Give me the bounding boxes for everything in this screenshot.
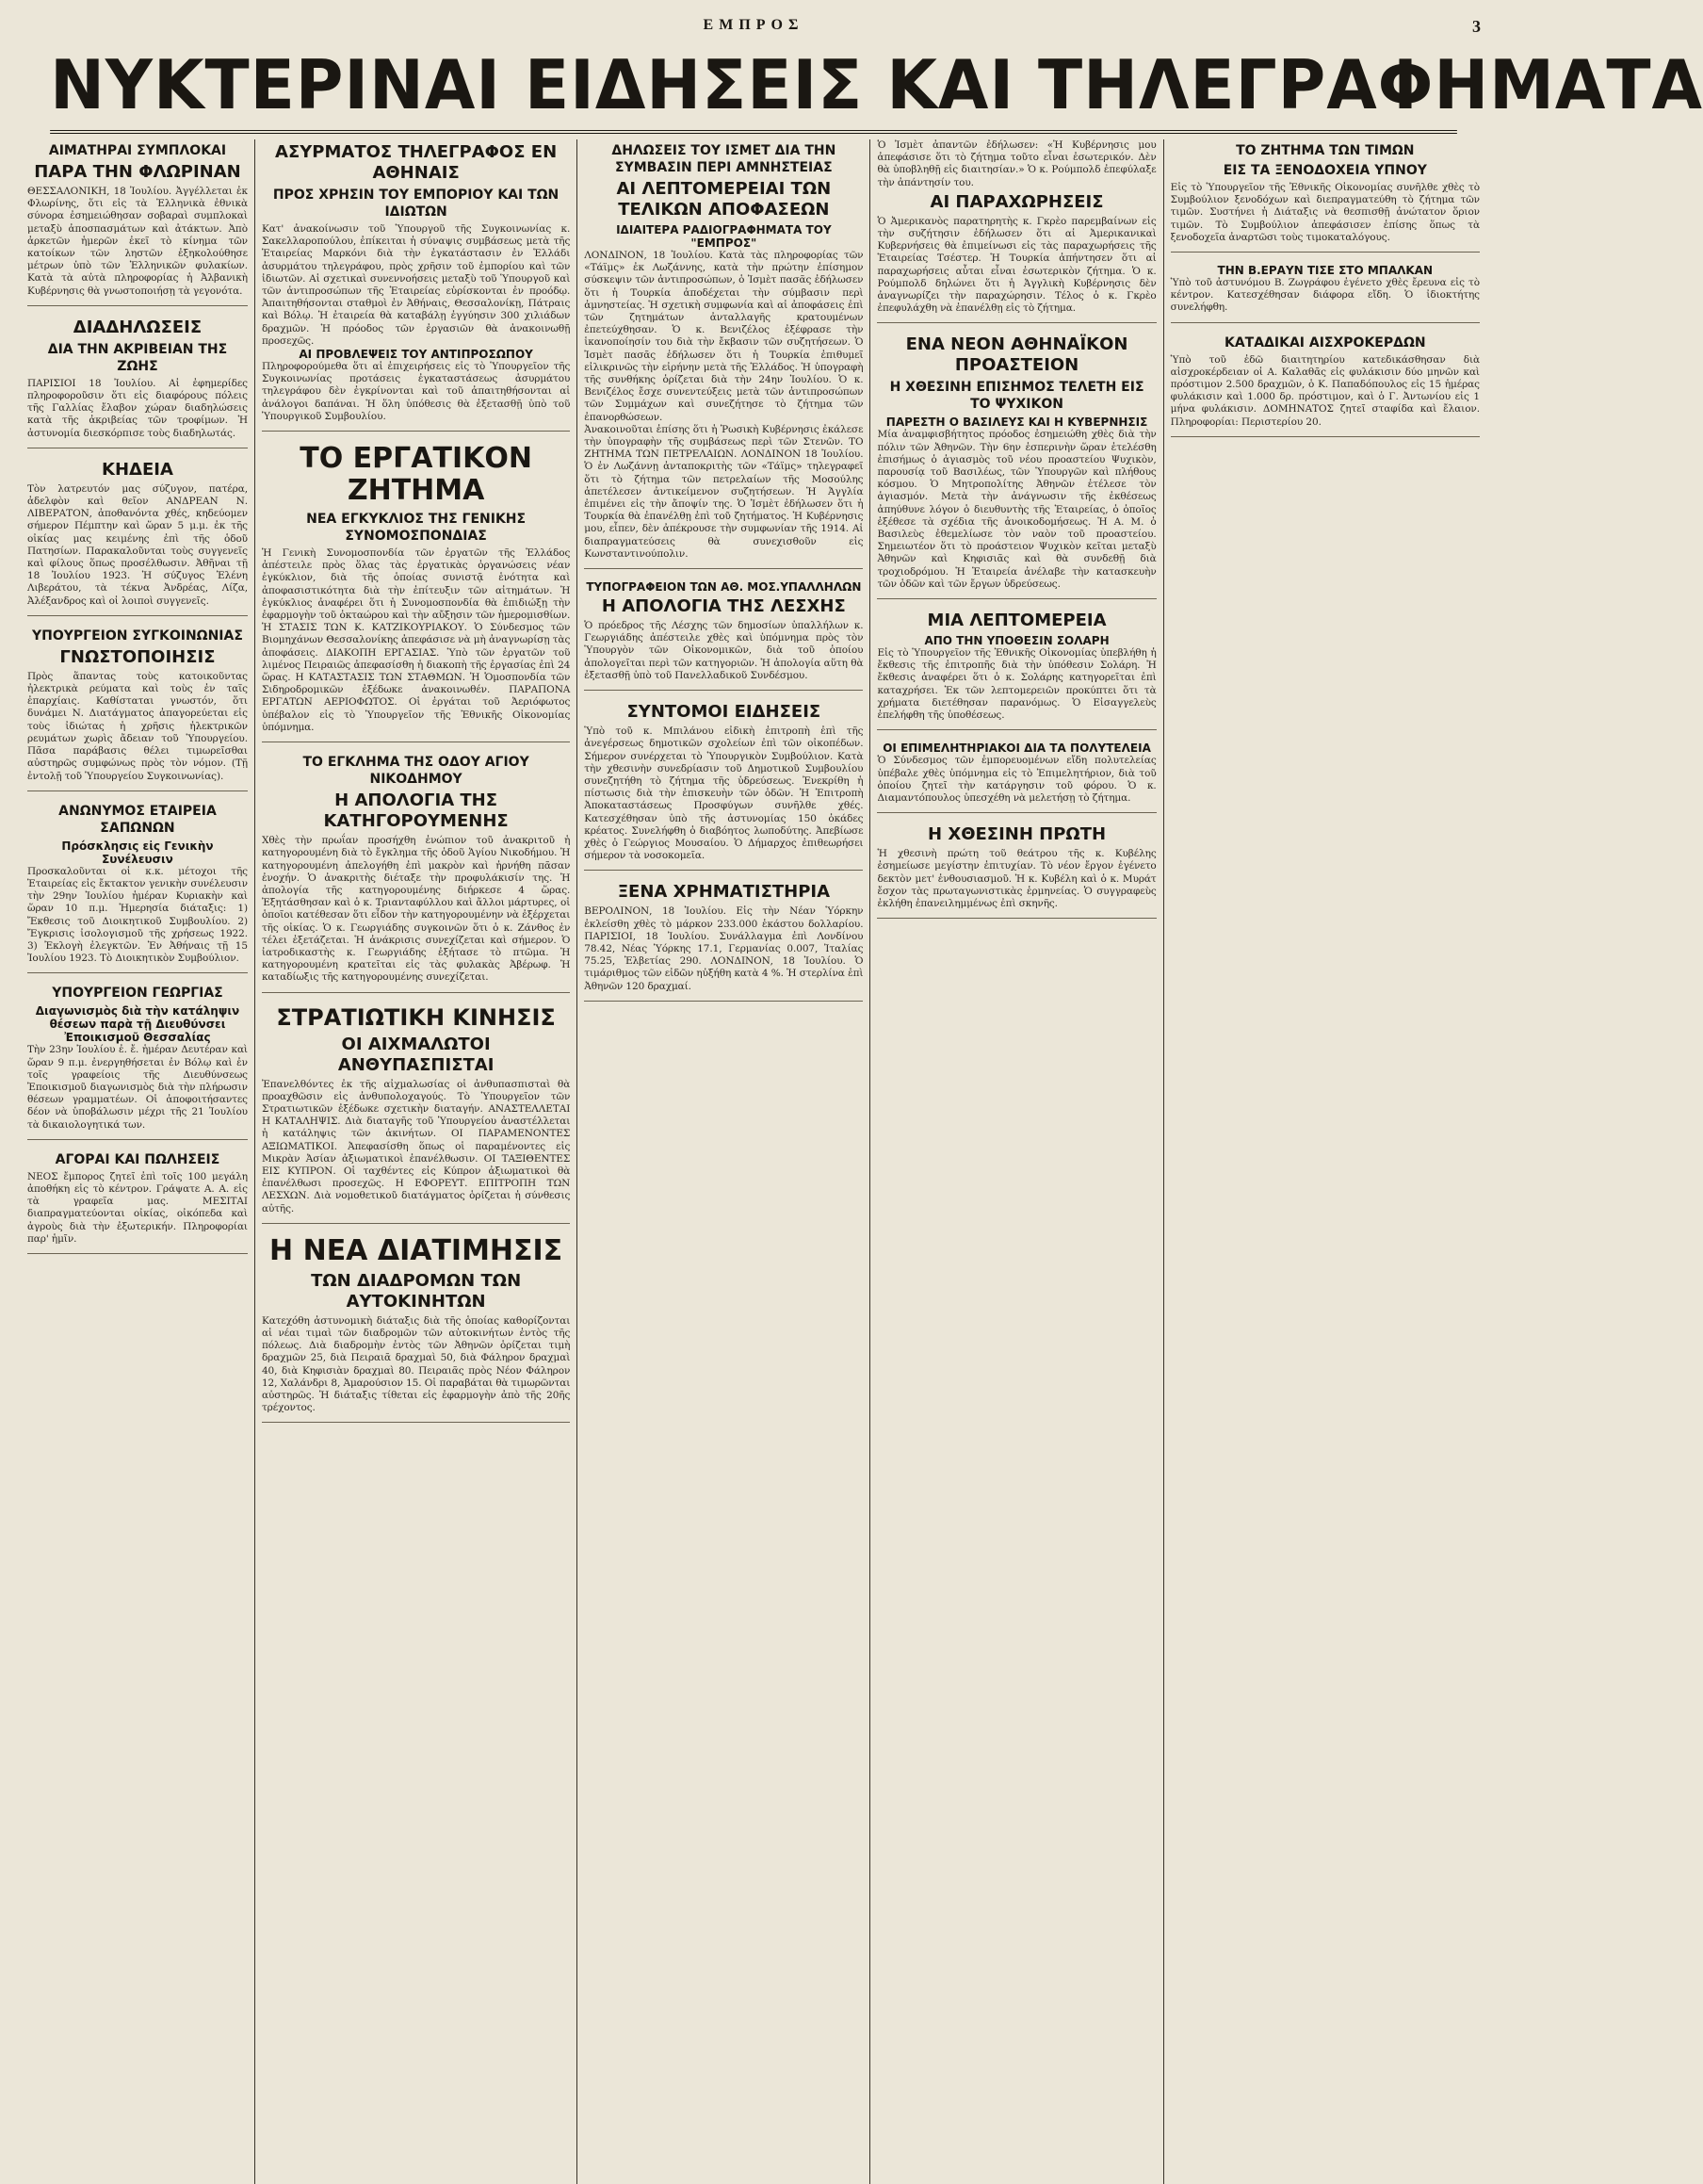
article-brief-news [584,702,863,871]
article-body: Ὁ Σύνδεσμος τῶν ἐμπορευομένων εἴδη πολυτελείας ὑπέβαλε χθὲς ὑπόμνημα εἰς τὸ Ἐπιμελητήριον, διὰ τοῦ ὁποίου ζητεῖ τὴν κατάργησιν τοῦ φόρου. Ὁ κ. Διαμαντόπουλος ὑπεσχέθη νὰ μελετήσῃ τὸ ζήτημα. [877,755,1157,804]
article-subtitle: ΓΝΩΣΤΟΠΟΙΗΣΙΣ [59,646,216,667]
article-subtitle: ΝΕΑ ΕΓΚΥΚΛΙΟΣ ΤΗΣ ΓΕΝΙΚΗΣ ΣΥΝΟΜΟΣΠΟΝΔΙΑΣ [306,512,527,545]
article-funeral [27,460,248,616]
article-title: ΣΤΡΑΤΙΩΤΙΚΗ ΚΙΝΗΣΙΣ [276,1003,556,1031]
article-concessions [877,139,1156,323]
article-foreign-exchanges [584,882,863,1001]
article-body: Ἐπανελθόντες ἐκ τῆς αἰχμαλωσίας οἱ ἀνθυπασπισταὶ θὰ προαχθῶσιν εἰς ἀνθυπολοχαγούς. Τὸ Ὑπουργεῖον τῶν Στρατιωτικῶν ἐξέδωκε σχετικὴν διαταγήν. ΑΝΑΣΤΕΛΛΕΤΑΙ Η ΚΑΤΑΛΗΨΙΣ. Διὰ διαταγῆς τοῦ Ὑπουργείου ἀναστέλλεται ἡ κατάληψις τῶν ἀκινήτων. ΟΙ ΠΑΡΑΜΕΝΟΝΤΕΣ ΑΞΙΩΜΑΤΙΚΟΙ. Ἀπεφασίσθη ὅπως οἱ παραμένοντες εἰς Μικρὰν Ἀσίαν ἀξιωματικοὶ ἐπανέλθωσιν. ΟΙ ΤΑΞΙΘΕΝΤΕΣ ΕΙΣ ΚΥΠΡΟΝ. Οἱ ταχθέντες εἰς Κύπρον ἀξιωματικοὶ θὰ ἐπανέλθωσι προσεχῶς. Η ΕΦΟΡΕΥΤ. ΕΠΙΤΡΟΠΗ ΤΩΝ ΛΕΣΧΩΝ. Διὰ νομοθετικοῦ διατάγματος ὁρίζεται ἡ σύνθεσις αὐτῆς. [261,1078,571,1214]
article-subtitle: Η ΑΠΟΛΟΓΙΑ ΤΗΣ ΚΑΤΗΓΟΡΟΥΜΕΝΗΣ [323,790,509,832]
article-title: ΑΝΩΝΥΜΟΣ ΕΤΑΙΡΕΙΑ ΣΑΠΩΝΩΝ [58,803,217,836]
article-title: ΔΙΑΔΗΛΩΣΕΙΣ [73,317,203,337]
article-hotel-prices [1171,142,1480,253]
article-body: ΝΕΟΣ ἔμπορος ζητεῖ ἐπὶ τοῖς 100 μεγάλη ἀποθήκη εἰς τὸ κέντρον. Γράψατε Α. Α. εἰς τὰ γραφεῖα μας. ΜΕΣΙΤΑΙ διαπραγματεύονται οἰκίας, οἰκόπεδα καὶ ἀγροὺς διὰ τὴν ἐξωτερικήν. Πληροφορίαι παρ' ἡμῖν. [27,1170,248,1245]
article-crime [262,754,570,992]
article-florina [27,142,248,306]
article-car-fares [262,1235,570,1424]
article-body: Προσκαλοῦνται οἱ κ.κ. μέτοχοι τῆς Ἑταιρείας εἰς ἔκτακτον γενικὴν συνέλευσιν τὴν 29ην Ἰουλίου ἡμέραν Κυριακὴν καὶ ὥραν 10 π.μ. Ἡμερησία διάταξις: 1) Ἔκθεσις τοῦ Διοικητικοῦ Συμβουλίου. 2) Ἔγκρισις ἰσολογισμοῦ τῆς χρήσεως 1922. 3) Ἐκλογὴ ἐλεγκτῶν. Ἐν Ἀθήναις τῇ 15 Ἰουλίου 1923. Τὸ Διοικητικὸν Συμβούλιον. [27,865,248,965]
article-body: Κατεχόθη ἀστυνομικὴ διάταξις διὰ τῆς ὁποίας καθορίζονται αἱ νέαι τιμαὶ τῶν διαδρομῶν τῶν αὐτοκινήτων ἐντὸς τῆς πόλεως. Διὰ διαδρομὴν ἐντὸς τῶν Ἀθηνῶν ὁρίζεται τιμὴ δραχμῶν 25, διὰ Πειραιᾶ δραχμαὶ 50, διὰ Φάληρον δραχμαὶ 40, διὰ Κηφισιὰν δραχμαὶ 80. Πειραιᾶς πρὸς Νέον Φάληρον 12, Χαλάνδρι 8, Ἀμαρούσιον 15. Οἱ παραβάται θὰ τιμωρῶνται αὐστηρῶς. Ἡ διάταξις τίθεται εἰς ἐφαρμογὴν ἀπὸ τῆς 20ῆς τρέχοντος. [261,1314,571,1414]
columns-grid [21,139,1486,2184]
article-subtitle: ΔΙΑ ΤΗΝ ΑΚΡΙΒΕΙΑΝ ΤΗΣ ΖΩΗΣ [47,341,228,374]
column-1 [21,139,255,2184]
article-title: ΥΠΟΥΡΓΕΙΟΝ ΣΥΓΚΟΙΝΩΝΙΑΣ [32,627,243,644]
article-ministry-agriculture [27,985,248,1139]
article-title: ΑΓΟΡΑΙ ΚΑΙ ΠΩΛΗΣΕΙΣ [55,1151,220,1167]
article-title: ΚΑΤΑΔΙΚΑΙ ΑΙΣΧΡΟΚΕΡΔΩΝ [1225,334,1426,350]
article-body: Εἰς τὸ Ὑπουργεῖον τῆς Ἐθνικῆς Οἰκονομίας συνῆλθε χθὲς τὸ Συμβούλιον ξενοδόχων καὶ διεπραγματεύθη τὸ ζήτημα τῶν τιμῶν. Συστήνει ἡ Διάταξις νὰ θεσπισθῇ ἀνώτατον ὅριον τιμῶν. Τὸ Συμβούλιον ἀπεφάσισεν ἐπίσης ὅπως τὰ ξενοδοχεῖα ἀναρτῶσι τοὺς τιμοκαταλόγους. [1170,182,1480,243]
article-section-heading: ΑΙ ΠΑΡΑΧΩΡΗΣΕΙΣ [930,191,1104,212]
article-subtitle: ΑΠΟ ΤΗΝ ΥΠΟΘΕΣΙΝ ΣΟΛΑΡΗ [924,634,1110,648]
article-body: Ὑπὸ τοῦ ἐδῶ διαιτητηρίου κατεδικάσθησαν διὰ αἰσχροκέρδειαν οἱ Α. Καλαθᾶς εἰς φυλάκισιν δύο μηνῶν καὶ πρόστιμον 2.500 δραχμῶν, ὁ Κ. Παπαδόπουλος εἰς 15 ἡμέρας φυλάκισιν καὶ 1.000 δρ. πρόστιμον, καὶ ὁ Γ. Ἀντωνίου εἰς 1 μήνα φυλάκισιν. ΔΟΜΗΝΑΤΟΣ ζητεῖ σταφίδα καὶ ἔλαιον. Πληροφορίαι: Περιστερίου 20. [1170,353,1480,428]
article-title: ΑΙΜΑΤΗΡΑΙ ΣΥΜΠΛΟΚΑΙ [48,143,227,158]
article-subtitle: ΠΡΟΣ ΧΡΗΣΙΝ ΤΟΥ ΕΜΠΟΡΙΟΥ ΚΑΙ ΤΩΝ ΙΔΙΩΤΩΝ [272,187,560,220]
article-body: Ἡ χθεσινὴ πρώτη τοῦ θεάτρου τῆς κ. Κυβέλης ἐσημείωσε μεγίστην ἐπιτυχίαν. Τὸ νέον ἔργον ἐγένετο δεκτὸν μετ' ἐνθουσιασμοῦ. Ἡ κ. Κυβέλη καὶ ὁ κ. Μυράτ ἔσχον τὰς πρωταγωνιστικὰς ἑρμηνείας. Ὁ συγγραφεὺς ἐκλήθη ἐπανειλημμένως ἐπὶ σκηνῆς. [877,848,1157,909]
article-title: Η ΧΘΕΣΙΝΗ ΠΡΩΤΗ [927,824,1107,845]
article-subtitle: Η ΧΘΕΣΙΝΗ ΕΠΙΣΗΜΟΣ ΤΕΛΕΤΗ ΕΙΣ ΤΟ ΨΥΧΙΚΟΝ [889,380,1144,413]
article-title: ΚΗΔΕΙΑ [102,459,173,480]
article-civil-servants [584,580,863,691]
article-solaris [877,611,1156,730]
article-body: Κατ' ἀνακοίνωσιν τοῦ Ὑπουργοῦ τῆς Συγκοινωνίας κ. Σακελλαροπούλου, ἐπίκειται ἡ σύναψις συμβάσεως μετὰ τῆς Ἑταιρείας Μαρκόνι διὰ τὴν ἐγκατάστασιν ἐν Ἑλλάδι ἀσυρμάτου τηλεγράφου, πρὸς χρῆσιν τοῦ ἐμπορίου καὶ τῶν ἰδιωτῶν. Αἱ σχετικαὶ συνεννοήσεις μεταξὺ τοῦ Ὑπουργοῦ καὶ τῶν ἀντιπροσώπων τῆς Ἑταιρείας εὑρίσκονται ἐν προόδῳ. Ἀπαιτηθήσονται σταθμοὶ ἐν Ἀθήναις, Θεσσαλονίκῃ, Πάτραις καὶ Βόλῳ. Ἡ ἐταιρεία θὰ καταβάλῃ ἐγγύησιν 300 χιλιάδων δραχμῶν. Ἡ πρόοδος τῶν ἐργασιῶν θὰ ἀνακοινωθῇ προσεχῶς. [261,223,571,347]
article-body: Τὴν 23ην Ἰουλίου ἐ. ἔ. ἡμέραν Δευτέραν καὶ ὥραν 9 π.μ. ἐνεργηθήσεται ἐν Βόλῳ καὶ ἐν τοῖς γραφείοις τῆς Διευθύνσεως Ἐποικισμοῦ διαγωνισμὸς διὰ τὴν πλήρωσιν θέσεων γραμματέων. Οἱ ἀποφοιτήσαντες δέον νὰ ὑποβάλωσιν μέχρι τῆς 21 Ἰουλίου τὰ δικαιολογητικά των. [27,1044,248,1131]
column-5 [1164,139,1486,2184]
article-title: ΜΙΑ ΛΕΠΤΟΜΕΡΕΙΑ [927,611,1107,631]
article-body: Ἡ Γενικὴ Συνομοσπονδία τῶν ἐργατῶν τῆς Ἑλλάδος ἀπέστειλε πρὸς ὅλας τὰς ἐργατικὰς ὀργανώσεις νέαν ἐγκύκλιον, διὰ τῆς ὁποίας συνιστᾷ ἑνότητα καὶ ἀποφασιστικότητα διὰ τὴν ἐπίτευξιν τῶν αἰτημάτων. Ἡ ἐγκύκλιος ἀναφέρει ὅτι ἡ Συνομοσπονδία θὰ ἐπιδιώξῃ τὴν ἐφαρμογὴν τοῦ ὀκταώρου καὶ τὴν αὔξησιν τῶν ἡμερομισθίων. Ἡ ΣΤΑΣΙΣ ΤΩΝ Κ. ΚΑΤΖΙΚΟΥΡΙΑΚΟΥ. Ὁ Σύνδεσμος τῶν Βιομηχάνων Θεσσαλονίκης ἀπεφάσισε νὰ μὴ ἀναγνωρίσῃ τὰς ἀποφάσεις. ΔΙΑΚΟΠΗ ΕΡΓΑΣΙΑΣ. Ὑπὸ τῶν ἐργατῶν τοῦ λιμένος Πειραιῶς ἀπεφασίσθη ἡ διακοπὴ τῆς ἐργασίας ἐπὶ 24 ὥρας. Η ΚΑΤΑΣΤΑΣΙΣ ΤΩΝ ΣΤΑΘΜΩΝ. Ἡ Ὁμοσπονδία τῶν Σιδηροδρομικῶν ἐξέδωκε ἀνακοινωθέν. ΠΑΡΑΠΟΝΑ ΕΡΓΑΤΩΝ ΑΕΡΙΟΦΩΤΟΣ. Οἱ ἐργάται τοῦ Ἀεριόφωτος ὑπέβαλον εἰς τὸ Ὑπουργεῖον τῆς Ἐθνικῆς Οἰκονομίας ὑπόμνημα. [261,547,571,733]
article-body: Μία ἀναμφισβήτητος πρόοδος ἐσημειώθη χθὲς διὰ τὴν πόλιν τῶν Ἀθηνῶν. Τὴν 6ην ἑσπερινὴν ὥραν ἐτελέσθη ἐπισήμως ὁ ἁγιασμὸς τοῦ νέου προαστείου Ψυχικὸν, παρουσίᾳ τοῦ Βασιλέως, τῶν Ὑπουργῶν καὶ πλήθους κόσμου. Ὁ Μητροπολίτης Ἀθηνῶν ἐτέλεσε τὸν ἁγιασμόν. Μετὰ τὴν ἀνάγνωσιν τῆς ἐκθέσεως ἀπηύθυνε λόγον ὁ διευθυντὴς τῆς Ἑταιρείας, ὁ ὁποῖος ἐξέθεσε τὰ σχέδια τῆς ἀνοικοδομήσεως. Ἡ Α. Μ. ὁ Βασιλεὺς ἐθεμελίωσε τὸν ναὸν τοῦ προαστείου. Σημειωτέον ὅτι τὸ προάστειον Ψυχικὸν κεῖται μεταξὺ Ἀθηνῶν καὶ Κηφισιᾶς καὶ θὰ συνδεθῇ διὰ τροχιοδρόμου. Ἡ Ἑταιρεία ἀνέλαβε τὴν κατασκευὴν τῶν ὁδῶν καὶ τῶν ἔργων ὑδρεύσεως. [877,429,1157,590]
article-body: ΒΕΡΟΛΙΝΟΝ, 18 Ἰουλίου. Εἰς τὴν Νέαν Ὑόρκην ἐκλείσθη χθὲς τὸ μάρκον 233.000 ἑκάστου δολλαρίου. ΠΑΡΙΣΙΟΙ, 18 Ἰουλίου. Συνάλλαγμα ἐπὶ Λονδίνου 78.42, Νέας Ὑόρκης 17.1, Γερμανίας 0.007, Ἰταλίας 75.25, Ἑλβετίας 290. ΛΟΝΔΙΝΟΝ, 18 Ἰουλίου. Ὁ τιμάριθμος τῶν εἰδῶν ηὐξήθη κατὰ 4 %. Ἡ στερλίνα ἐπὶ Ἀθηνῶν 120 δραχμαί. [584,905,864,992]
running-title: ΕΜΠΡΟΣ [703,17,804,33]
article-body: Τὸν λατρευτόν μας σύζυγον, πατέρα, ἀδελφὸν καὶ θεῖον ΑΝΔΡΕΑΝ Ν. ΛΙΒΕΡΑΤΟΝ, ἀποθανόντα χθές, κηδεύομεν σήμερον Πέμπτην καὶ ὥραν 5 μ.μ. ἐκ τῆς οἰκίας μας κειμένης ἐπὶ τῆς ὁδοῦ Πατησίων. Παρακαλοῦνται τοὺς συγγενεῖς καὶ φίλους ὅπως προσέλθωσιν. Ἀθῆναι τῇ 18 Ἰουλίου 1923. Ἡ σύζυγος Ἑλένη Λιβεράτου, τὰ τέκνα Ἀνδρέας, Λίζα, Ἀλέξανδρος καὶ οἱ λοιποὶ συγγενεῖς. [27,482,248,607]
article-body: Εἰς τὸ Ὑπουργεῖον τῆς Ἐθνικῆς Οἰκονομίας ὑπεβλήθη ἡ ἔκθεσις τῆς ἐπιτροπῆς διὰ τὴν ὑπόθεσιν Σολάρη. Ἡ ἔκθεσις ἀναφέρει ὅτι ὁ κ. Σολάρης κατηγορεῖται ἐπὶ καταχρήσει. Ἐκ τῶν λεπτομερειῶν προκύπτει ὅτι τὰ χρήματα διετέθησαν παρανόμως. Ὁ Εἰσαγγελεὺς ἐπελήφθη τῆς ὑποθέσεως. [877,647,1157,722]
article-title: ΕΝΑ ΝΕΟΝ ΑΘΗΝΑΪΚΟΝ ΠΡΟΑΣΤΕΙΟΝ [905,334,1128,376]
article-premiere [877,824,1156,919]
article-demonstrations [27,318,248,448]
article-subtitle: Διαγωνισμὸς διὰ τὴν κατάληψιν θέσεων παρὰ τῇ Διευθύνσει Ἐποικισμοῦ Θεσσαλίας [35,1004,240,1045]
article-ministry-communications [27,627,248,791]
article-kicker: ΠΑΡΕΣΤΗ Ο ΒΑΣΙΛΕΥΣ ΚΑΙ Η ΚΥΒΕΡΝΗΣΙΣ [885,416,1148,430]
article-title: Η ΝΕΑ ΔΙΑΤΙΜΗΣΙΣ [269,1233,563,1267]
article-body: ΠΑΡΙΣΙΟΙ 18 Ἰουλίου. Αἱ ἐφημερίδες πληροφοροῦσιν ὅτι εἰς διαφόρους πόλεις τῆς Γαλλίας ἔλαβον χώραν διαδηλώσεις κατὰ τῆς ἀκριβείας τῶν τροφίμων. Ἡ ἀστυνομία διεσκόρπισε τοὺς διαδηλωτάς. [27,377,248,439]
article-title: ΔΗΛΩΣΕΙΣ ΤΟΥ ΙΣΜΕΤ ΔΙΑ ΤΗΝ ΣΥΜΒΑΣΙΝ ΠΕΡΙ ΑΜΝΗΣΤΕΙΑΣ [611,143,836,175]
article-body: Ὑπὸ τοῦ κ. Μπιλάνου εἰδικὴ ἐπιτροπὴ ἐπὶ τῆς ἀνεγέρσεως δημοτικῶν σχολείων ἐπὶ τῶν οἰκοπέδων. Σήμερον συνέρχεται τὸ Ὑπουργικὸν Συμβούλιον. Κατὰ τὴν χθεσινὴν συνεδρίασιν τοῦ Δημοτικοῦ Συμβουλίου συνεζητήθη τὸ ζήτημα τῆς ὑδρεύσεως. Ἐνεκρίθη ἡ πίστωσις διὰ τὴν ἐπισκευὴν τῶν ὁδῶν. Ἡ Ἐπιτροπὴ Ἀποκαταστάσεως Προσφύγων συνῆλθε χθές. Κατεσχέθησαν ὑπὸ τῆς ἀστυνομίας 150 ὀκάδες κρέατος. Συνελήφθη ὁ διαβόητος λωποδύτης. Ἀπεβίωσε χθὲς ὁ Γεώργιος Μουσαίου. Ὁ Δήμαρχος ἐπιθεωρήσει σήμερον τὰ νοσοκομεῖα. [584,725,864,862]
article-wireless-telegraph [262,142,570,432]
page-number: 3 [1472,17,1481,36]
article-body: Ὁ Ἰσμὲτ ἀπαντῶν ἐδήλωσεν: «Ἡ Κυβέρνησις μου ἀπεφάσισε ὅτι τὸ ζήτημα τοῦτο εἶναι ἐσωτερικόν. Δὲν θὰ ὑποβληθῇ εἰς διαιτησίαν.» Ὁ κ. Ρούμπολδ ἐπεφύλαξε τὴν ἀπάντησίν του. [877,139,1157,188]
article-title: ΤΗΝ Β.ΕΡΑΥΝ ΤΙΣΕ ΣΤΟ ΜΠΑΛΚΑΝ [1217,264,1434,278]
article-soap-company [27,803,248,974]
article-subtitle: ΕΙΣ ΤΑ ΞΕΝΟΔΟΧΕΙΑ ΥΠΝΟΥ [1223,163,1427,178]
article-title: ΤΟ ΖΗΤΗΜΑ ΤΩΝ ΤΙΜΩΝ [1236,143,1415,158]
running-header [21,17,1486,43]
column-4 [870,139,1163,2184]
article-body-continued: Πληροφορούμεθα ὅτι αἱ ἐπιχειρήσεις εἰς τὸ Ὑπουργεῖον τῆς Συγκοινωνίας προτάσεις ἐγκαταστάσεως ἀσυρμάτου τηλεγράφου δὲν ἐγκρίνονται καὶ τοῦ ἀπαιτηθήσονται αἱ ἀνάλογοι δαπάναι. Ἡ ὅλη ὑπόθεσις θὰ ἐξετασθῇ ὑπὸ τοῦ Ὑπουργικοῦ Συμβουλίου. [261,361,571,422]
article-body: Χθὲς τὴν πρωΐαν προσήχθη ἐνώπιον τοῦ ἀνακριτοῦ ἡ κατηγορουμένη διὰ τὸ ἔγκλημα τῆς ὁδοῦ Ἁγίου Νικοδήμου. Ἡ κατηγορουμένη ἀπελογήθη ἐπὶ μακρὸν καὶ ἠρνήθη πᾶσαν ἐνοχήν. Ὁ ἀνακριτὴς διέταξε τὴν προφυλάκισίν της. Ἡ ἀπολογία τῆς κατηγορουμένης διήρκεσε 4 ὥρας. Ἐξητάσθησαν καὶ ὁ κ. Τριανταφύλλου καὶ ἄλλοι μάρτυρες, οἱ ὁποῖοι κατέθεσαν ὅτι εἶδον τὴν κατηγορουμένην νὰ ἐξέρχεται τῆς οἰκίας. Ὁ κ. Γεωργιάδης συγκοινῶν ὅτι ὁ κ. Ζάνθος ἐν τέλει ἐξετάζεται. Ἡ ἀνάκρισις συνεχίζεται καὶ σήμερον. Ὁ ἰατροδικαστὴς κ. Γεωργιάδης ἐξήτασε τὸ πτῶμα. Ἡ κατηγορουμένη κρατεῖται εἰς τὰς φυλακὰς Ἀβέρωφ. Ἡ καταδίωξις τῆς κατηγορουμένης συνεχίζεται. [261,835,571,984]
article-body-continued: Ὁ Ἀμερικανὸς παρατηρητὴς κ. Γκρὲο παρεμβαίνων εἰς τὴν συζήτησιν ἐδήλωσεν ὅτι αἱ Ἀμερικανικαὶ Κυβερνήσεις θὰ ἐπιμείνωσι εἰς τὰς παραχωρήσεις τῆς Ἑταιρείας Τσέστερ. Ἡ Τουρκία ἀπήντησεν ὅτι αἱ παραχωρήσεις αὗται εἶναι ἐσωτερικὸν ζήτημα. Ὁ κ. Ρούμπολδ δηλώνει ὅτι ἡ Ἀγγλικὴ Κυβέρνησις δὲν ἀναγνωρίζει τὴν παραχώρησιν. Τέλος ὁ κ. Γκρὲο ἐπεφυλάχθη νὰ ἐπανέλθῃ εἰς τὸ ζήτημα. [877,215,1157,315]
article-subtitle: ΑΙ ΛΕΠΤΟΜΕΡΕΙΑΙ ΤΩΝ ΤΕΛΙΚΩΝ ΑΠΟΦΑΣΕΩΝ [616,179,832,220]
column-3 [577,139,870,2184]
article-title: ΞΕΝΑ ΧΡΗΜΑΤΙΣΤΗΡΙΑ [617,882,831,903]
article-balkan-search [1171,264,1480,323]
article-title: ΥΠΟΥΡΓΕΙΟΝ ΓΕΩΡΓΙΑΣ [52,986,223,1002]
article-body-continued: Ἀνακοινοῦται ἐπίσης ὅτι ἡ Ῥωσικὴ Κυβέρνησις ἐκάλεσε τὴν ὑπογραφὴν τῆς συμβάσεως περὶ τῶν Στενῶν. ΤΟ ΖΗΤΗΜΑ ΤΩΝ ΠΕΤΡΕΛΑΙΩΝ. ΛΟΝΔΙΝΟΝ 18 Ἰουλίου. Ὁ ἐν Λωζάννῃ ἀνταποκριτὴς τῶν «Τάϊμς» τηλεγραφεῖ ὅτι τὸ ζήτημα τῶν πετρελαίων τῆς Μοσούλης ἀπετέλεσεν ἀντικείμενον συζητήσεων. Ἡ Ἀγγλία ἐπιμένει εἰς τὴν ἄποψίν της. Ὁ Ἰσμὲτ ἐδήλωσεν ὅτι ἡ Τουρκία θὰ ἐπανέλθῃ ἐπὶ τοῦ ζητήματος. Ἡ Κυβέρνησις μου, εἶπεν, δὲν ἀπέκρουσε τὴν συμφωνίαν τῆς 1914. Αἱ διαπραγματεύσεις θὰ συνεχισθοῦν εἰς Κωνσταντινούπολιν. [584,423,864,560]
article-title: ΤΟ ΕΓΚΛΗΜΑ ΤΗΣ ΟΔΟΥ ΑΓΙΟΥ ΝΙΚΟΔΗΜΟΥ [302,755,529,788]
article-title: ΟΙ ΕΠΙΜΕΛΗΤΗΡΙΑΚΟΙ ΔΙΑ ΤΑ ΠΟΛΥΤΕΛΕΙΑ [883,742,1151,756]
article-ismet [584,142,863,569]
article-military [262,1004,570,1224]
article-body: Ὁ πρόεδρος τῆς Λέσχης τῶν δημοσίων ὑπαλλήλων κ. Γεωργιάδης ἀπέστειλε χθὲς καὶ ὑπόμνημα πρὸς τὸν Ὑπουργὸν τῶν Οἰκονομικῶν, διὰ τοῦ ὁποίου ἀπολογεῖται περὶ τῶν κατηγοριῶν. Ἡ ἀπολογία αὕτη θὰ ἐξετασθῇ ὑπὸ τοῦ Πανελλαδικοῦ Συνδέσμου. [584,620,864,681]
article-title: ΑΣΥΡΜΑΤΟΣ ΤΗΛΕΓΡΑΦΟΣ ΕΝ ΑΘΗΝΑΙΣ [275,142,558,183]
article-kicker: ΙΔΙΑΙΤΕΡΑ ΡΑΔΙΟΓΡΑΦΗΜΑΤΑ ΤΟΥ "ΕΜΠΡΟΣ" [616,223,832,250]
article-labor-question [262,443,570,742]
column-2 [255,139,577,2184]
article-subtitle: Η ΑΠΟΛΟΓΙΑ ΤΗΣ ΛΕΣΧΗΣ [601,596,846,617]
article-body: ΘΕΣΣΑΛΟΝΙΚΗ, 18 Ἰουλίου. Ἀγγέλλεται ἐκ Φλωρίνης, ὅτι εἰς τὰ Ἑλληνικὰ ἐθνικὰ σύνορα ἐσημειώθησαν σοβαραὶ συμπλοκαὶ μεταξὺ ἀποσπασμάτων καὶ ἀτάκτων. Ἀπὸ ἀρκετῶν ἡμερῶν ἐκεῖ τὸ κίνημα τῶν κατοίκων τῶν ληστῶν ἐξηκολούθησε μέτρων ὑπὸ τῶν Ἑλληνικῶν φυλακίων. Κατὰ τὰ αὐτὰ πληροφορίας ἡ Ἀλβανικὴ Κυβέρνησις θὰ γνωστοποιήσῃ τὰ γεγονότα. [27,186,248,297]
article-subtitle: Πρόσκλησις εἰς Γενικὴν Συνέλευσιν [61,839,214,866]
article-section-heading: ΑΙ ΠΡΟΒΛΕΨΕΙΣ ΤΟΥ ΑΝΤΙΠΡΟΣΩΠΟΥ [299,348,533,362]
article-subtitle: ΤΩΝ ΔΙΑΔΡΟΜΩΝ ΤΩΝ ΑΥΤΟΚΙΝΗΤΩΝ [311,1270,522,1312]
article-profiteers [1171,334,1480,437]
masthead: ΝΥΚΤΕΡΙΝΑΙ ΕΙΔΗΣΕΙΣ ΚΑΙ ΤΗΛΕΓΡΑΦΗΜΑΤΑ [50,43,1457,134]
article-body: Πρὸς ἅπαντας τοὺς κατοικοῦντας ἠλεκτρικὰ ρεύματα καὶ τοὺς ἐν ταῖς ἐπαρχίαις. Καθίσταται γνωστόν, ὅτι δυνάμει Ν. Διατάγματος ἀπαγορεύεται εἰς τοὺς ἰδιώτας ἡ χρῆσις ἠλεκτρικῶν ρευμάτων χωρὶς ἄδειαν τοῦ Ὑπουργείου. Πᾶσα παράβασις θέλει τιμωρεῖσθαι αὐστηρῶς συμφώνως πρὸς τὸν νόμον. (Τῇ ἐντολῇ τοῦ Ὑπουργείου Συγκοινωνίας). [27,670,248,782]
article-title: ΤΟ ΕΡΓΑΤΙΚΟΝ ΖΗΤΗΜΑ [300,442,532,508]
article-classifieds [27,1151,248,1254]
article-title: ΤΥΠΟΓΡΑΦΕΙΟΝ ΤΩΝ ΑΘ. ΜΟΣ.ΥΠΑΛΛΗΛΩΝ [586,580,862,595]
article-body: ΛΟΝΔΙΝΟΝ, 18 Ἰουλίου. Κατὰ τὰς πληροφορίας τῶν «Τάϊμς» ἐκ Λωζάννης, κατὰ τὴν πρώτην ἐπίσημον σύσκεψιν τῶν ἀντιπροσώπων, ὁ Ἰσμὲτ πασᾶς ἐδήλωσεν ὅτι ἡ Τουρκία ἀποδέχεται τὴν σύμβασιν περὶ ἀμνηστείας. Ἡ σχετικὴ συμφωνία καὶ αἱ ἀποφάσεις ἐπὶ τῶν ζητημάτων ἀνταλλαγῆς κρατουμένων ἐπετεύχθησαν. Ὁ κ. Βενιζέλος ἐξέφρασε τὴν ἱκανοποίησίν του διὰ τὴν ἔκβασιν τῶν συζητήσεων. Ὁ Ἰσμὲτ πασᾶς ἐδήλωσεν ὅτι ἡ Τουρκία ἐπιθυμεῖ εἰλικρινῶς τὴν εἰρήνην μετὰ τῆς Ἑλλάδος. Ἡ ὑπογραφὴ τῆς συνθήκης ὁρίζεται διὰ τὴν 24ην Ἰουλίου. Ὁ κ. Βενιζέλος ἔσχε συνεντεύξεις μετὰ τῶν ἀντιπροσώπων τῶν Συμμάχων καὶ συνεζήτησε τὸ ζήτημα τῶν ἐπανορθώσεων. [584,250,864,423]
article-subtitle: ΠΑΡΑ ΤΗΝ ΦΛΩΡΙΝΑΝ [34,162,241,182]
article-psychiko [877,334,1156,599]
article-body: Ὑπὸ τοῦ ἀστυνόμου Β. Ζωγράφου ἐγένετο χθὲς ἔρευνα εἰς τὸ κέντρον. Κατεσχέθησαν διάφορα εἴδη. Ὁ ἰδιοκτήτης συνελήφθη. [1170,277,1480,314]
article-luxury-goods [877,742,1156,813]
article-subtitle: ΟΙ ΑΙΧΜΑΛΩΤΟΙ ΑΝΘΥΠΑΣΠΙΣΤΑΙ [337,1034,495,1075]
article-title: ΣΥΝΤΟΜΟΙ ΕΙΔΗΣΕΙΣ [626,702,821,723]
